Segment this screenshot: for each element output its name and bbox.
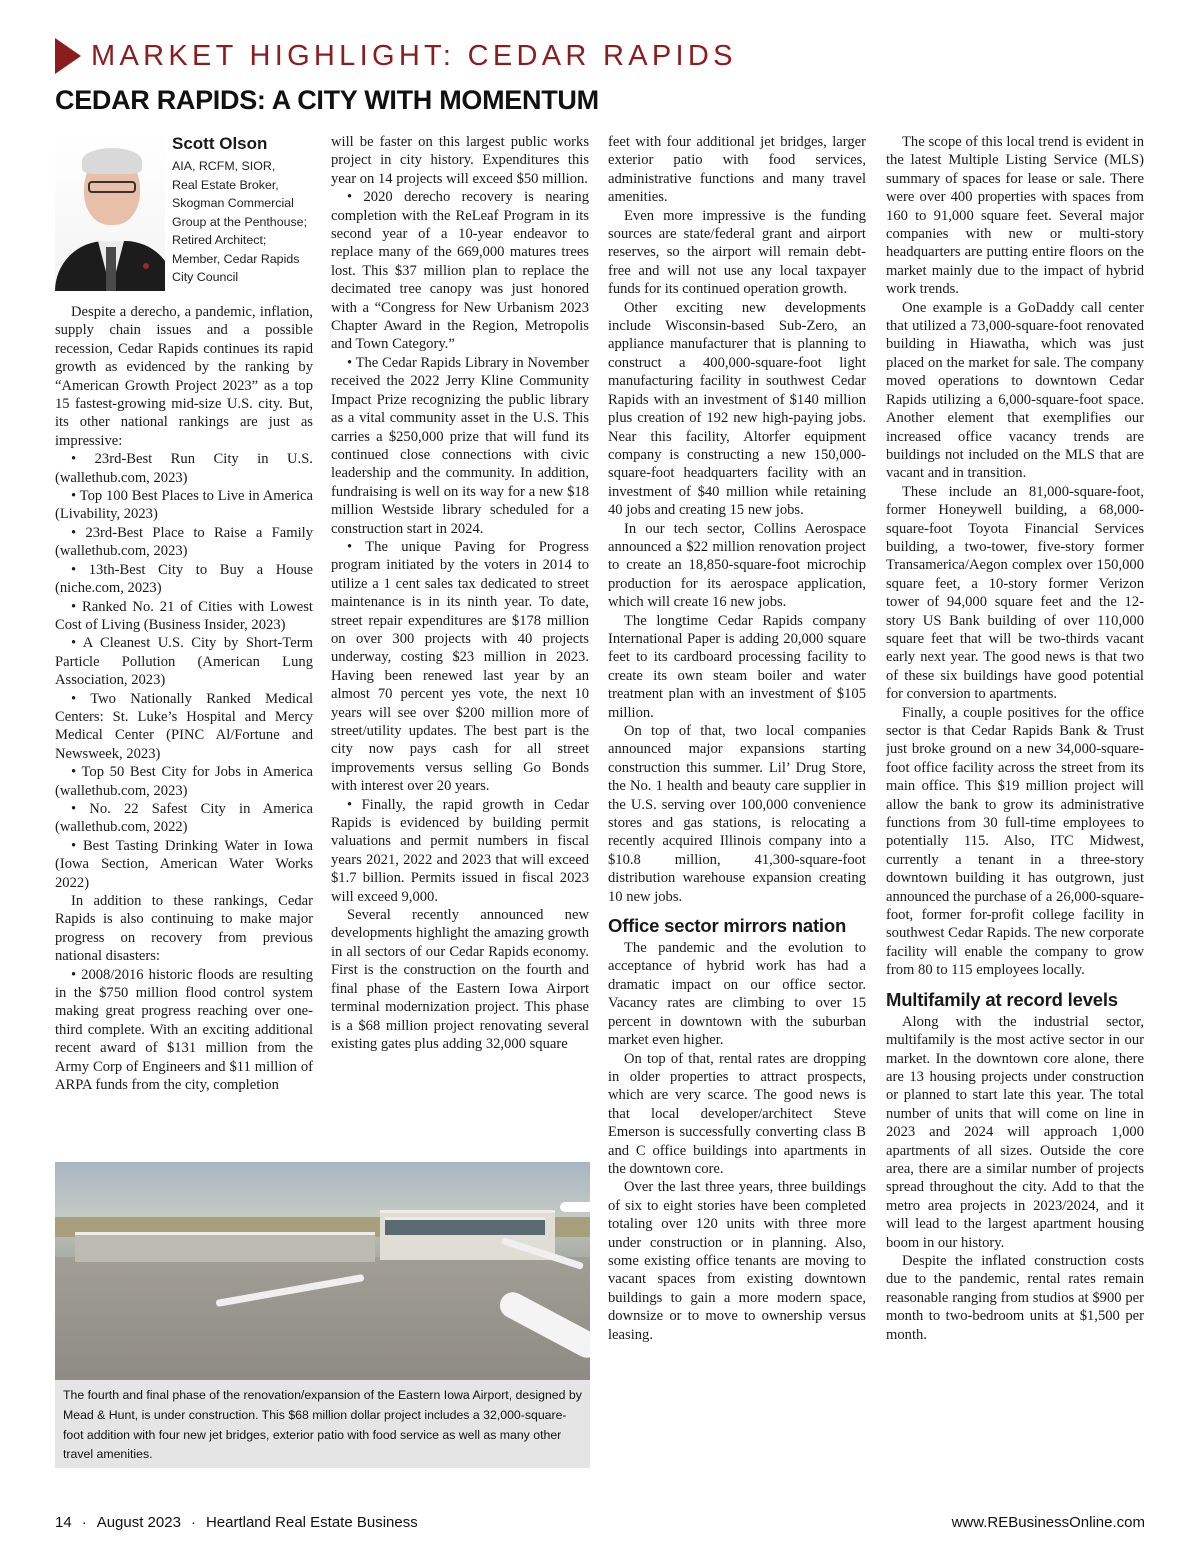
website-link[interactable]: www.REBusinessOnline.com	[951, 1514, 1145, 1531]
paragraph: Several recently announced new developments highlight the amazing growth in all sectors of our Cedar Rapids economy. First is the construction on the fourth and final phase of the Eastern Iowa Airport terminal modernization project. This phase is a $68 million project renovating several existing gates plus adding 32,000 square	[331, 907, 589, 1052]
publication-name: Heartland Real Estate Business	[205, 1514, 418, 1531]
paragraph: The scope of this local trend is evident in the latest Multiple Listing Service (MLS) summary of spaces for lease or sale. There were over 400 properties with spaces from 160 to 91,000 square feet. Several major companies with new or multi-story headquarters are putting entire floors on the market mainly due to the impact of hybrid work trends.	[886, 134, 1144, 298]
paragraph: In addition to these rankings, Cedar Rapids is also continuing to make major progress on recovery from previous national disasters:	[55, 893, 313, 965]
paragraph: Along with the industrial sector, multifamily is the most active sector in our market. In the downtown core alone, there are 13 housing projects under construction or planned to start late this year. The total number of units that will come on line in 2023 and 2024 will approach 1,000 apartments of all sizes. Outside the core area, there are a similar number of projects spread throughout the city. Add to that the metro area projects in 2023/2024, and it will lead to the largest apartment housing boom in our history.	[886, 1013, 1144, 1251]
bullet-item: • 2020 derecho recovery is nearing completion with the ReLeaf Program in its second year of a 10-year endeavor to replace many of the 669,000 matures trees lost. This $37 million plan to replace the decimated tree canopy was just honored with a “Congress for New Urbanism 2023 Chapter Award in the Region, Metropolis and Town Category.”	[331, 189, 589, 353]
page-number: 14	[55, 1514, 72, 1531]
column-3	[608, 133, 866, 1451]
bullet-item: • Top 50 Best City for Jobs in America (wallethub.com, 2023)	[55, 764, 313, 799]
bullet-item: • 13th-Best City to Buy a House (niche.com, 2023)	[55, 561, 313, 597]
author-title-line: Member, Cedar Rapids	[172, 251, 300, 266]
paragraph: Finally, a couple positives for the office sector is that Cedar Rapids Bank & Trust just broke ground on a new 34,000-square-foot office facility across the street from its main office. This $19 million project will allow the bank to grow its administrative functions from 30 full-time employees to potentially 115. Also, ITC Midwest, currently a tenant in a three-story downtown building it has outgrown, just announced the purchase of a 26,000-square-foot, former for-profit college facility in southwest Cedar Rapids. The new corporate facility will enable the company to grow from 80 to 115 employees locally.	[886, 704, 1144, 979]
footer-left	[55, 1514, 418, 1531]
author-title-line: Retired Architect;	[172, 233, 267, 247]
airport-photo-box	[55, 1162, 590, 1468]
subheading-office: Office sector mirrors nation	[608, 915, 847, 937]
issue-date: August 2023	[96, 1514, 181, 1531]
paragraph: Despite the inflated construction costs due to the pandemic, rental rates remain reasonable ranging from studios at $900 per month to two-bedroom units at $1,500 per month.	[886, 1252, 1144, 1343]
paragraph: In our tech sector, Collins Aerospace announced a $22 million renovation project to create an 18,850-square-foot microchip production for its aerospace application, which will create 16 new jobs.	[608, 520, 866, 611]
author-title-line: Group at the Penthouse;	[172, 214, 308, 229]
paragraph: The pandemic and the evolution to acceptance of hybrid work has had a dramatic impact on our office sector. Vacancy rates are climbing to over 15 percent in downtown with the suburban market even higher.	[608, 940, 866, 1049]
paragraph: Even more impressive is the funding sources are state/federal grant and airport reserves, so the airport will remain debt-free and will not use any local taxpayer funds for its continued operation growth.	[608, 207, 866, 298]
bullet-item: • Ranked No. 21 of Cities with Lowest Cost of Living (Business Insider, 2023)	[55, 598, 313, 633]
paragraph: feet with four additional jet bridges, larger exterior patio with food services, administrative functions and many travel amenities.	[608, 134, 866, 206]
bullet-item: • The Cedar Rapids Library in November received the 2022 Jerry Kline Community Impact Prize recognizing the public library as a vital community asset in the U.S. This carries a $250,000 prize that will fund its continued close connections with civic leadership and the community. In addition, fundraising is well on its way for a new $18 million Westside library scheduled for a construction start in 2024.	[331, 354, 589, 537]
paragraph: Other exciting new developments include Wisconsin-based Sub-Zero, an appliance manufacturer that is planning to construct a 400,000-square-foot light manufacturing facility in southwest Cedar Rapids with an investment of $140 million plus creation of 192 new high-paying jobs. Near this facility, Altorfer equipment company is constructing a new 150,000-square-foot headquarters facility with an investment of $40 million while retaining 40 jobs and creating 15 new jobs.	[608, 299, 866, 519]
paragraph: Despite a derecho, a pandemic, inflation, supply chain issues and a possible recession, Cedar Rapids continues its rapid growth as evidenced by the ranking by “American Growth Project 2023” as a top 15 fastest-growing mid-size U.S. city. But, its other national rankings are just as impressive:	[55, 304, 313, 449]
triangle-marker-icon	[55, 38, 81, 74]
author-name: Scott Olson	[172, 134, 268, 153]
article-headline: CEDAR RAPIDS: A CITY WITH MOMENTUM	[55, 85, 599, 115]
photo-caption: The fourth and final phase of the renovation/expansion of the Eastern Iowa Airport, designed by Mead & Hunt, is under construction. This $68 million dollar project includes a 32,000-square-foot addition with four new jet bridges, exterior patio with food service as well as many other travel amenities.	[63, 1388, 582, 1462]
column-1	[55, 133, 313, 1153]
author-title-line: Real Estate Broker,	[172, 177, 279, 192]
bullet-item: • The unique Paving for Progress program initiated by the voters in 2014 to utilize a 1 cent sales tax dedicated to street maintenance is in its ninth year. To date, street repair expenditures are $178 million on over 300 projects with 40 projects underway, costing $23 million in 2023. Having been renewed last year by an almost 70 percent yes vote, the next 10 years will see over $200 million more of street/utility updates. The best part is the city now pays cash for all street improvements versus selling Go Bonds with interest over 20 years.	[331, 538, 589, 795]
paragraph: These include an 81,000-square-foot, former Honeywell building, a 68,000-square-foot Toyota Financial Services building, a two-tower, five-story former Transamerica/Aegon complex over 150,000 square feet, a 10-story former Verizon tower of 94,000 square feet and the 12-story US Bank building of over 110,000 square feet that will be two-thirds vacant early next year. The good news is that two of these six buildings have good potential for conversion to apartments.	[886, 483, 1144, 703]
bullet-item: • 23rd-Best Place to Raise a Family (wallethub.com, 2023)	[55, 524, 313, 560]
kicker-text: MARKET HIGHLIGHT: CEDAR RAPIDS	[91, 39, 737, 72]
bullet-item: • Finally, the rapid growth in Cedar Rapids is evidenced by building permit valuations and permit numbers in fiscal years 2021, 2022 and 2023 that will exceed $1.7 billion. Permits issued in fiscal 2023 will exceed 9,000.	[331, 796, 589, 905]
bullet-item: • 2008/2016 historic floods are resulting in the $750 million flood control system making great progress reaching over one-third complete. With an exciting additional recent award of $131 million from the Army Corp of Engineers and $11 million of ARPA funds from the city, completion	[55, 966, 313, 1094]
paragraph: The longtime Cedar Rapids company International Paper is adding 20,000 square feet to its cardboard processing facility to create its own steam boiler and water treatment plan with an investment of $105 million.	[608, 612, 866, 721]
separator: ·	[190, 1514, 196, 1531]
section-kicker	[55, 36, 737, 76]
subheading-multifamily: Multifamily at record levels	[886, 988, 1118, 1010]
author-title-line: Skogman Commercial	[172, 196, 294, 210]
separator: ·	[81, 1514, 87, 1531]
paragraph: On top of that, rental rates are dropping in older properties to attract prospects, which are very scarce. The good news is that local developer/architect Steve Emerson is successfully converting class B and C office buildings into apartments in the downtown core.	[608, 1050, 866, 1177]
page-footer	[55, 1514, 1145, 1531]
column-2	[331, 133, 589, 1153]
bullet-item: • Top 100 Best Places to Live in America (Livability, 2023)	[55, 488, 313, 523]
author-title-line: AIA, RCFM, SIOR,	[172, 159, 276, 173]
bullet-item: • 23rd-Best Run City in U.S. (wallethub.com, 2023)	[55, 451, 313, 486]
bullet-item: • Best Tasting Drinking Water in Iowa (Iowa Section, American Water Works 2022)	[55, 837, 313, 891]
paragraph: One example is a GoDaddy call center that utilized a 73,000-square-foot renovated building in Hiawatha, which was just placed on the market for sale. The company moved operations to downtown Cedar Rapids utilizing a 6,000-square-foot space. Another element that exemplifies our increased office vacancy trends are buildings not included on the MLS that are vacant and in transition.	[886, 299, 1144, 482]
bullet-item: • No. 22 Safest City in America (wallethub.com, 2022)	[55, 800, 313, 836]
author-title-line: City Council	[172, 270, 239, 284]
column-4	[886, 133, 1144, 1451]
airport-rendering-image	[55, 1162, 590, 1380]
author-box	[55, 133, 313, 293]
bullet-item: • Two Nationally Ranked Medical Centers: St. Luke’s Hospital and Mercy Medical Center (PINC Al/Fortune and Newsweek, 2023)	[55, 690, 313, 762]
bullet-item: • A Cleanest U.S. City by Short-Term Particle Pollution (American Lung Association, 2023)	[55, 635, 313, 689]
paragraph: Over the last three years, three buildings of six to eight stories have been completed totaling over 120 units with three more under construction or in planning. Also, some existing office tenants are moving to vacant spaces from existing downtown buildings to gain a more modern space, downsize or to move to ownership versus leasing.	[608, 1179, 866, 1343]
author-bio	[172, 133, 312, 293]
author-photo	[55, 133, 165, 291]
paragraph: will be faster on this largest public works project in city history. Expenditures this year on 14 projects will exceed $50 million.	[331, 134, 589, 187]
paragraph: On top of that, two local companies announced major expansions starting construction this summer. Lil’ Drug Store, the No. 1 health and beauty care supplier in the U.S. serving over 100,000 convenience stores and gas stations, is relocating a recently acquired Illinois company into a $10.8 million, 41,300-square-foot distribution warehouse expansion creating 10 new jobs.	[608, 723, 866, 905]
